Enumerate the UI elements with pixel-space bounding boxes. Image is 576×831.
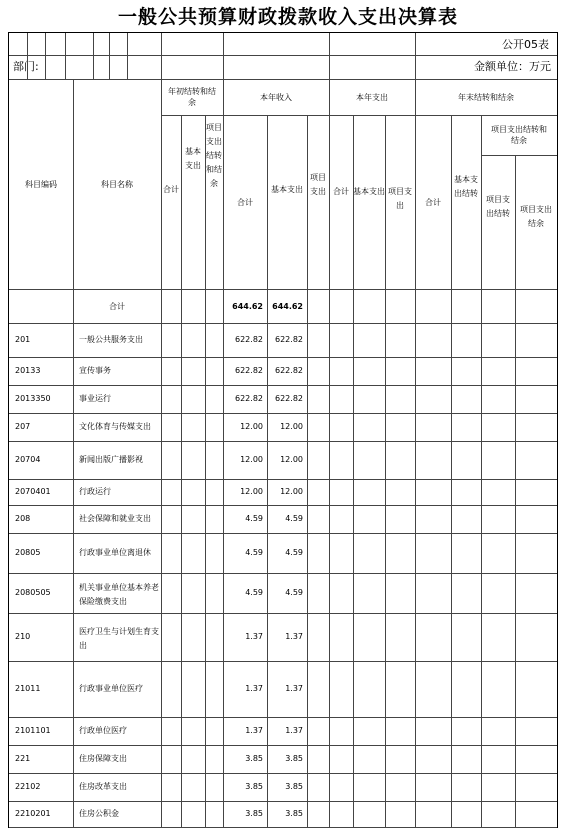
row-code: 2101101 xyxy=(15,726,51,735)
header-year-income: 本年收入 xyxy=(260,92,292,102)
grid-hline xyxy=(9,827,557,828)
row-income-total: 1.37 xyxy=(245,726,263,735)
summary-label: 合计 xyxy=(109,301,125,311)
header-begin-total: 合计 xyxy=(163,185,179,194)
row-income-basic: 12.00 xyxy=(280,487,303,496)
grid-hline xyxy=(9,79,557,80)
row-income-total: 622.82 xyxy=(235,366,263,375)
row-code: 2070401 xyxy=(15,487,51,496)
row-code: 20805 xyxy=(15,548,41,557)
row-code: 207 xyxy=(15,422,31,431)
row-income-basic: 1.37 xyxy=(285,632,303,641)
summary-income-total: 644.62 xyxy=(232,302,263,311)
grid-hline xyxy=(9,55,557,56)
row-income-total: 622.82 xyxy=(235,394,263,403)
row-income-basic: 4.59 xyxy=(285,514,303,523)
unit-label: 金额单位：万元 xyxy=(474,60,551,73)
row-income-basic: 1.37 xyxy=(285,726,303,735)
header-begin-basic: 基本支出 xyxy=(185,147,201,170)
row-name: 宣传事务 xyxy=(79,366,111,375)
row-income-basic: 622.82 xyxy=(275,335,303,344)
row-income-basic: 4.59 xyxy=(285,548,303,557)
grid-vline xyxy=(451,115,452,827)
summary-income-basic: 644.62 xyxy=(272,302,303,311)
table-number: 公开05表 xyxy=(502,38,549,51)
row-income-total: 3.85 xyxy=(245,754,263,763)
row-name: 社会保障和就业支出 xyxy=(79,514,151,523)
row-name: 机关事业单位基本养老保险缴费支出 xyxy=(79,583,159,606)
grid-vline xyxy=(65,33,66,79)
grid-vline xyxy=(205,115,206,827)
header-end-project-remain: 项目支出结余 xyxy=(520,205,552,228)
grid-vline xyxy=(267,115,268,827)
grid-hline xyxy=(481,155,557,156)
grid-hline xyxy=(9,441,557,442)
grid-vline xyxy=(223,33,224,827)
grid-vline xyxy=(45,33,46,79)
row-name: 医疗卫生与计划生育支出 xyxy=(79,627,159,650)
row-code: 208 xyxy=(15,514,31,523)
row-name: 新闻出版广播影视 xyxy=(79,455,143,464)
header-end-balance: 年末结转和结余 xyxy=(458,92,514,102)
grid-hline xyxy=(9,479,557,480)
row-income-basic: 3.85 xyxy=(285,782,303,791)
grid-hline xyxy=(9,801,557,802)
row-name: 住房保障支出 xyxy=(79,754,127,763)
grid-hline xyxy=(9,533,557,534)
row-income-basic: 4.59 xyxy=(285,588,303,597)
row-income-total: 12.00 xyxy=(240,455,263,464)
grid-vline xyxy=(181,115,182,827)
grid-hline xyxy=(9,323,557,324)
row-income-basic: 3.85 xyxy=(285,754,303,763)
row-name: 行政单位医疗 xyxy=(79,726,127,735)
row-income-basic: 3.85 xyxy=(285,809,303,818)
grid-vline xyxy=(307,115,308,827)
department-label: 部门: xyxy=(13,60,39,73)
grid-vline xyxy=(73,79,74,827)
header-end-total: 合计 xyxy=(425,197,441,207)
grid-vline xyxy=(161,33,162,827)
header-income-basic: 基本支出 xyxy=(271,185,303,194)
grid-hline xyxy=(9,357,557,358)
header-begin-balance: 年初结转和结余 xyxy=(168,87,216,107)
row-name: 住房公积金 xyxy=(79,809,119,818)
row-code: 221 xyxy=(15,754,31,763)
header-income-total: 合计 xyxy=(237,197,253,207)
row-income-total: 4.59 xyxy=(245,514,263,523)
header-income-project: 项目支出 xyxy=(310,173,326,196)
row-income-basic: 1.37 xyxy=(285,684,303,693)
grid-vline xyxy=(385,115,386,827)
grid-hline xyxy=(161,115,557,116)
header-year-expense: 本年支出 xyxy=(356,92,388,102)
grid-vline xyxy=(93,33,94,79)
header-begin-project: 项目支出结转和结余 xyxy=(206,123,222,188)
grid-hline xyxy=(9,745,557,746)
grid-hline xyxy=(9,717,557,718)
row-income-total: 4.59 xyxy=(245,548,263,557)
row-income-total: 622.82 xyxy=(235,335,263,344)
row-code: 21011 xyxy=(15,684,41,693)
grid-vline xyxy=(415,33,416,827)
grid-vline xyxy=(109,33,110,79)
grid-vline xyxy=(481,115,482,827)
grid-vline xyxy=(515,155,516,827)
row-name: 行政运行 xyxy=(79,487,111,496)
grid-hline xyxy=(9,773,557,774)
header-expense-total: 合计 xyxy=(333,187,349,196)
header-expense-basic: 基本支出 xyxy=(353,187,385,196)
row-name: 行政事业单位医疗 xyxy=(79,684,143,693)
row-income-total: 3.85 xyxy=(245,782,263,791)
grid-vline xyxy=(27,33,28,79)
grid-hline xyxy=(9,385,557,386)
row-name: 住房改革支出 xyxy=(79,782,127,791)
header-end-project-carry: 项目支出结转 xyxy=(486,195,510,218)
grid-hline xyxy=(9,613,557,614)
header-end-basic-carry: 基本支出结转 xyxy=(454,175,478,198)
row-code: 210 xyxy=(15,632,31,641)
row-code: 2013350 xyxy=(15,394,51,403)
header-name: 科目名称 xyxy=(101,179,133,189)
header-expense-project: 项目支出 xyxy=(388,187,412,210)
grid-hline xyxy=(9,289,557,290)
page-title: 一般公共预算财政拨款收入支出决算表 xyxy=(117,6,458,28)
grid-vline xyxy=(127,33,128,79)
grid-hline xyxy=(9,505,557,506)
row-name: 行政事业单位离退休 xyxy=(79,548,151,557)
grid-hline xyxy=(9,573,557,574)
row-code: 22102 xyxy=(15,782,41,791)
row-income-total: 12.00 xyxy=(240,422,263,431)
row-income-basic: 12.00 xyxy=(280,455,303,464)
row-income-basic: 12.00 xyxy=(280,422,303,431)
row-income-basic: 622.82 xyxy=(275,394,303,403)
row-code: 2080505 xyxy=(15,588,51,597)
row-code: 20704 xyxy=(15,455,41,464)
row-income-total: 4.59 xyxy=(245,588,263,597)
row-income-total: 3.85 xyxy=(245,809,263,818)
grid-vline xyxy=(329,33,330,827)
grid-hline xyxy=(9,661,557,662)
row-income-basic: 622.82 xyxy=(275,366,303,375)
row-code: 2210201 xyxy=(15,809,51,818)
header-end-project-group: 项目支出结转和结余 xyxy=(491,125,547,145)
row-income-total: 1.37 xyxy=(245,632,263,641)
row-name: 文化体育与传媒支出 xyxy=(79,422,151,431)
row-code: 201 xyxy=(15,335,31,344)
row-code: 20133 xyxy=(15,366,41,375)
grid-hline xyxy=(9,413,557,414)
fiscal-table xyxy=(8,32,558,828)
row-name: 事业运行 xyxy=(79,394,111,403)
row-income-total: 12.00 xyxy=(240,487,263,496)
row-income-total: 1.37 xyxy=(245,684,263,693)
row-name: 一般公共服务支出 xyxy=(79,335,143,344)
header-code: 科目编码 xyxy=(25,179,57,189)
grid-vline xyxy=(353,115,354,827)
